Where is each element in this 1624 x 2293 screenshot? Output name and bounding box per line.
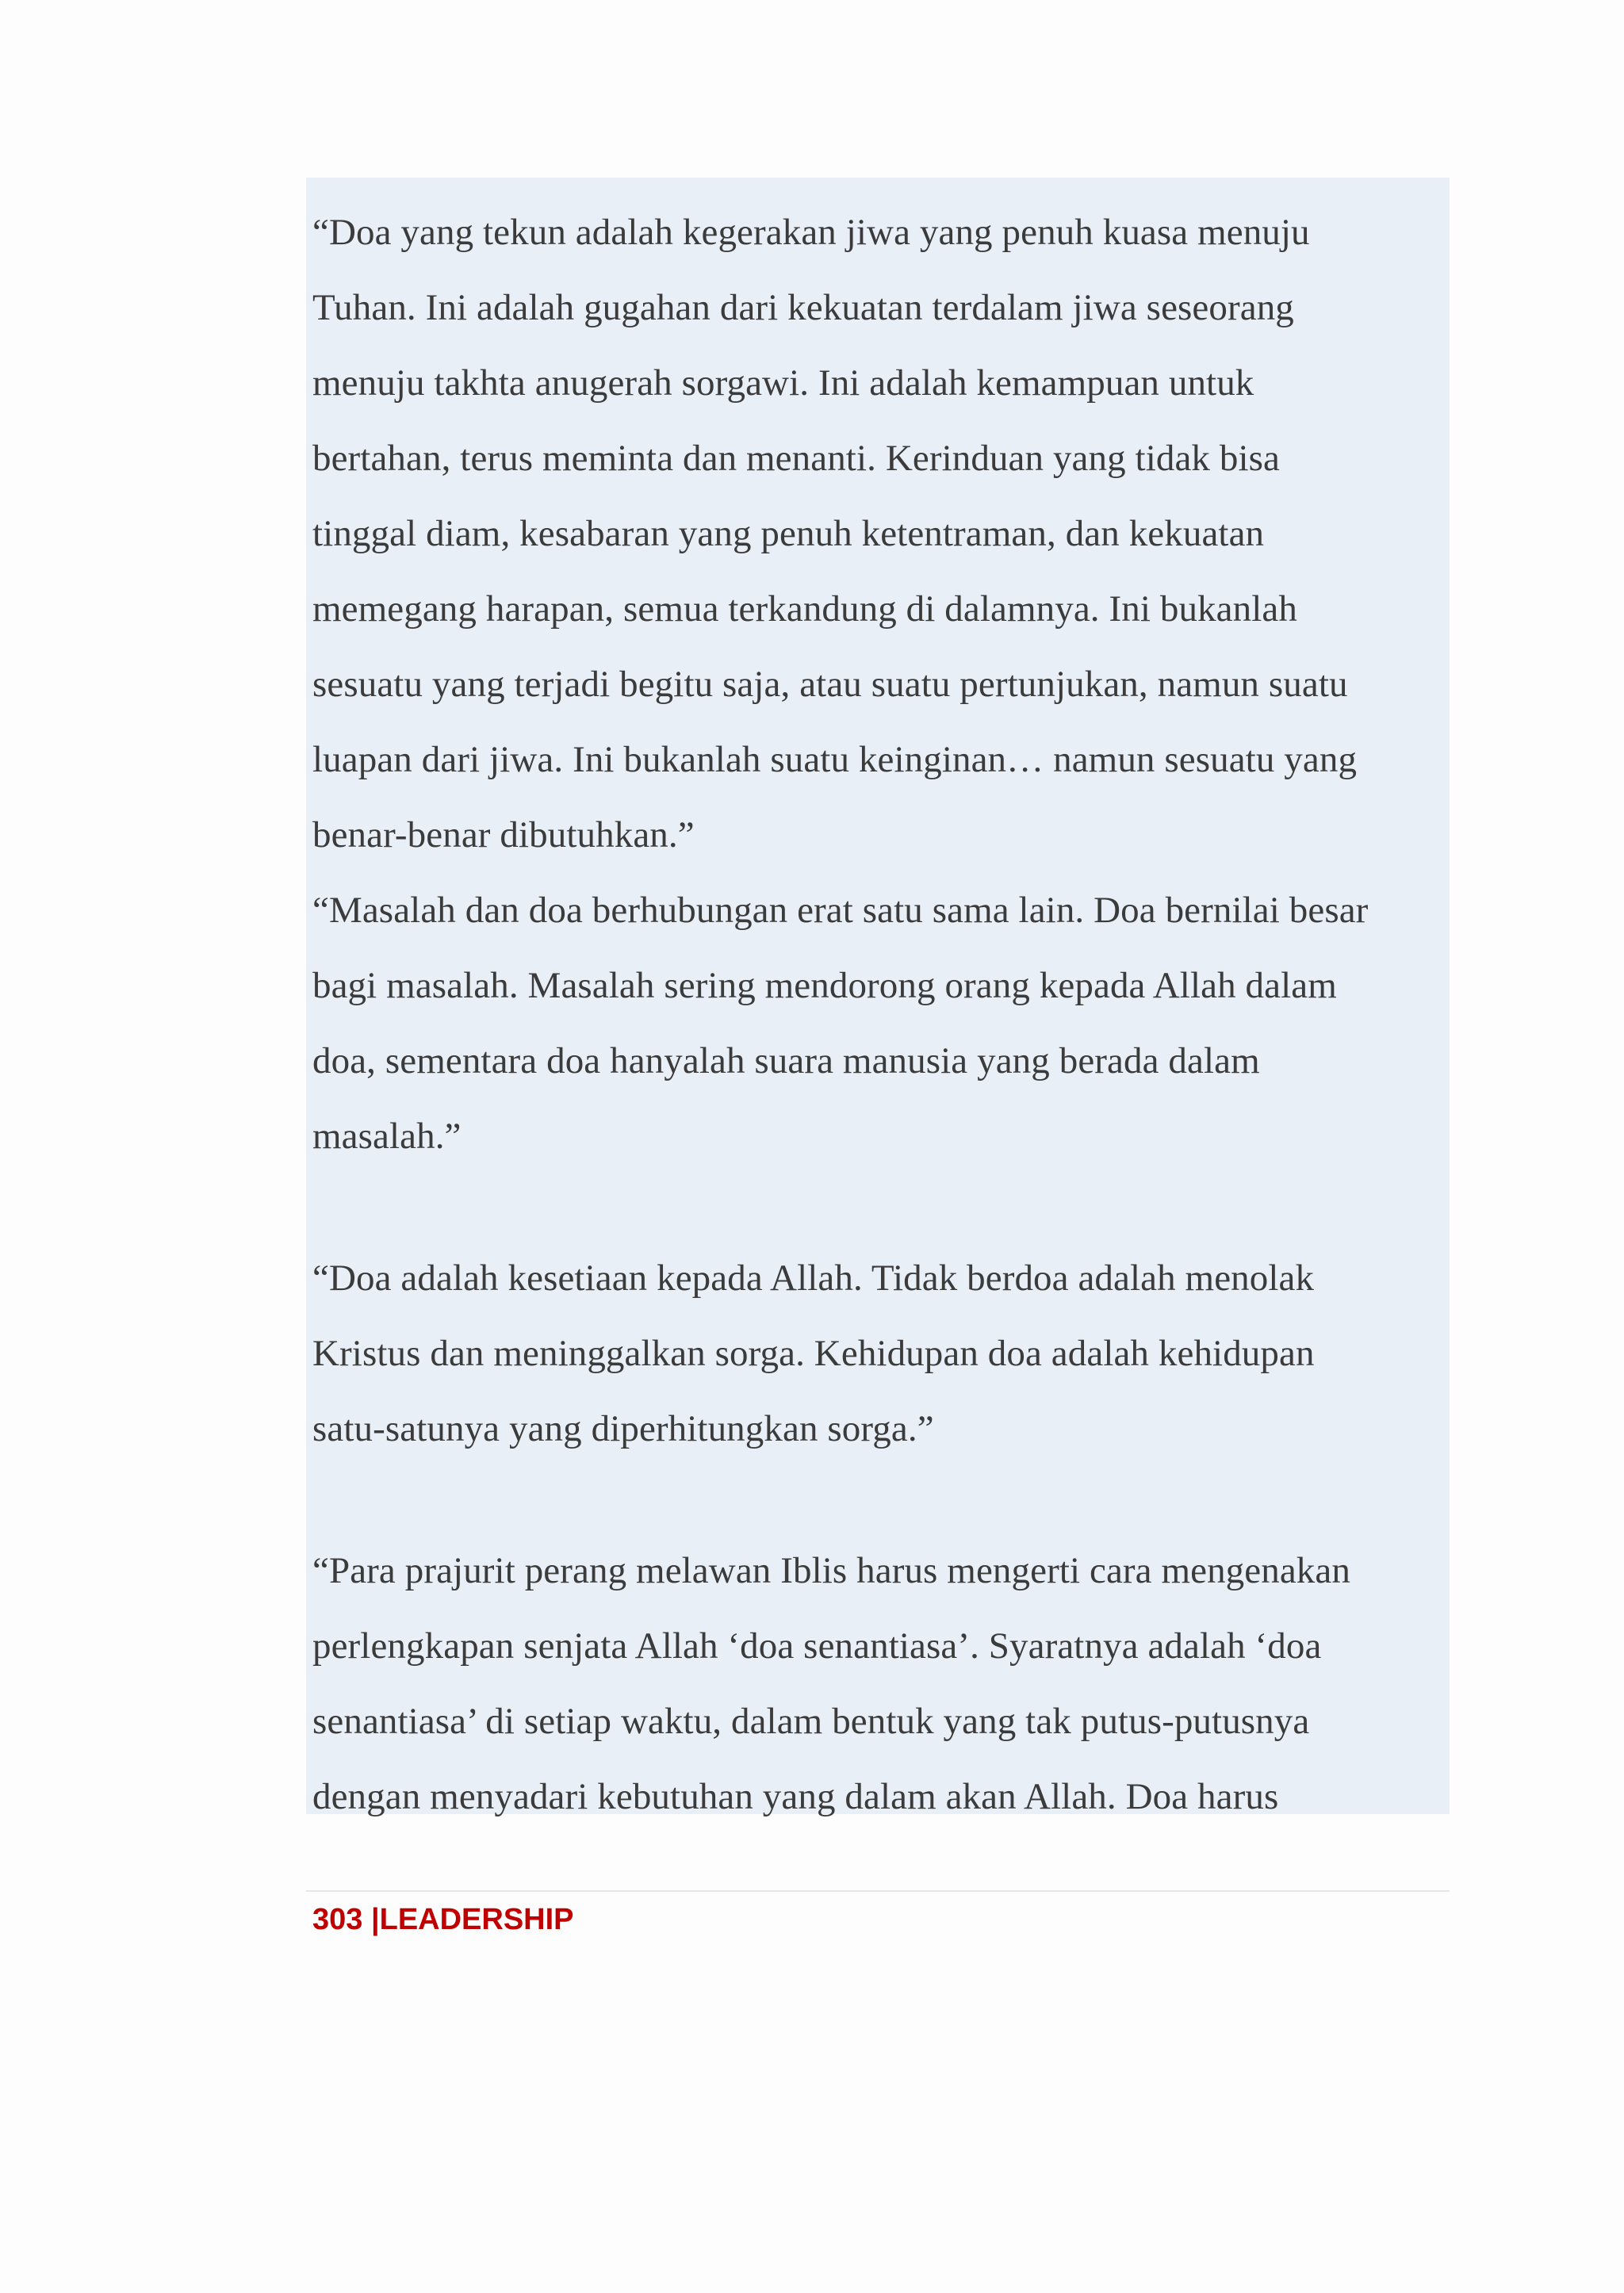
page-number: 303 xyxy=(312,1903,363,1936)
quote-3-line-3: satu-satunya yang diperhitungkan sorga.” xyxy=(312,1408,934,1449)
quote-4-line-3: senantiasa’ di setiap waktu, dalam bentuk yang tak putus-putusnya xyxy=(312,1701,1310,1742)
quote-1-line-9: benar-benar dibutuhkan.” xyxy=(312,814,695,856)
quote-1-line-4: bertahan, terus meminta dan menanti. Kerinduan yang tidak bisa xyxy=(312,438,1280,479)
quote-2-line-4: masalah.” xyxy=(312,1116,462,1157)
paragraph-spacer xyxy=(312,1476,1450,1543)
quote-text-block xyxy=(312,205,1450,1844)
quote-1-line-6: memegang harapan, semua terkandung di dalamnya. Ini bukanlah xyxy=(312,588,1297,630)
quote-2-line-3: doa, sementara doa hanyalah suara manusia yang berada dalam xyxy=(312,1040,1260,1081)
quote-1-line-7: sesuatu yang terjadi begitu saja, atau suatu pertunjukan, namun suatu xyxy=(312,664,1348,705)
quote-1-line-1: “Doa yang tekun adalah kegerakan jiwa yang penuh kuasa menuju xyxy=(312,212,1310,253)
quote-4-line-2: perlengkapan senjata Allah ‘doa senantiasa’. Syaratnya adalah ‘doa xyxy=(312,1625,1322,1667)
quote-3-line-1: “Doa adalah kesetiaan kepada Allah. Tidak berdoa adalah menolak xyxy=(312,1258,1315,1299)
quote-3-line-2: Kristus dan meninggalkan sorga. Kehidupan doa adalah kehidupan xyxy=(312,1333,1315,1374)
section-title: LEADERSHIP xyxy=(379,1903,574,1936)
quote-1-line-2: Tuhan. Ini adalah gugahan dari kekuatan terdalam jiwa seseorang xyxy=(312,287,1294,328)
quote-1-line-8: luapan dari jiwa. Ini bukanlah suatu keinginan… namun sesuatu yang xyxy=(312,739,1358,780)
quote-1-line-3: menuju takhta anugerah sorgawi. Ini adalah kemampuan untuk xyxy=(312,362,1254,404)
footer-divider xyxy=(306,1890,1450,1892)
paragraph-spacer xyxy=(312,1184,1450,1250)
quote-2-line-2: bagi masalah. Masalah sering mendorong orang kepada Allah dalam xyxy=(312,965,1337,1006)
quote-1-line-5: tinggal diam, kesabaran yang penuh ketentraman, dan kekuatan xyxy=(312,513,1265,554)
page-footer xyxy=(312,1900,574,1939)
footer-separator: | xyxy=(362,1903,380,1936)
quote-4-line-1: “Para prajurit perang melawan Iblis harus mengerti cara mengenakan xyxy=(312,1550,1350,1591)
quote-2-line-1: “Masalah dan doa berhubungan erat satu sama lain. Doa bernilai besar xyxy=(312,890,1369,931)
quote-4-line-4: dengan menyadari kebutuhan yang dalam akan Allah. Doa harus xyxy=(312,1776,1279,1817)
